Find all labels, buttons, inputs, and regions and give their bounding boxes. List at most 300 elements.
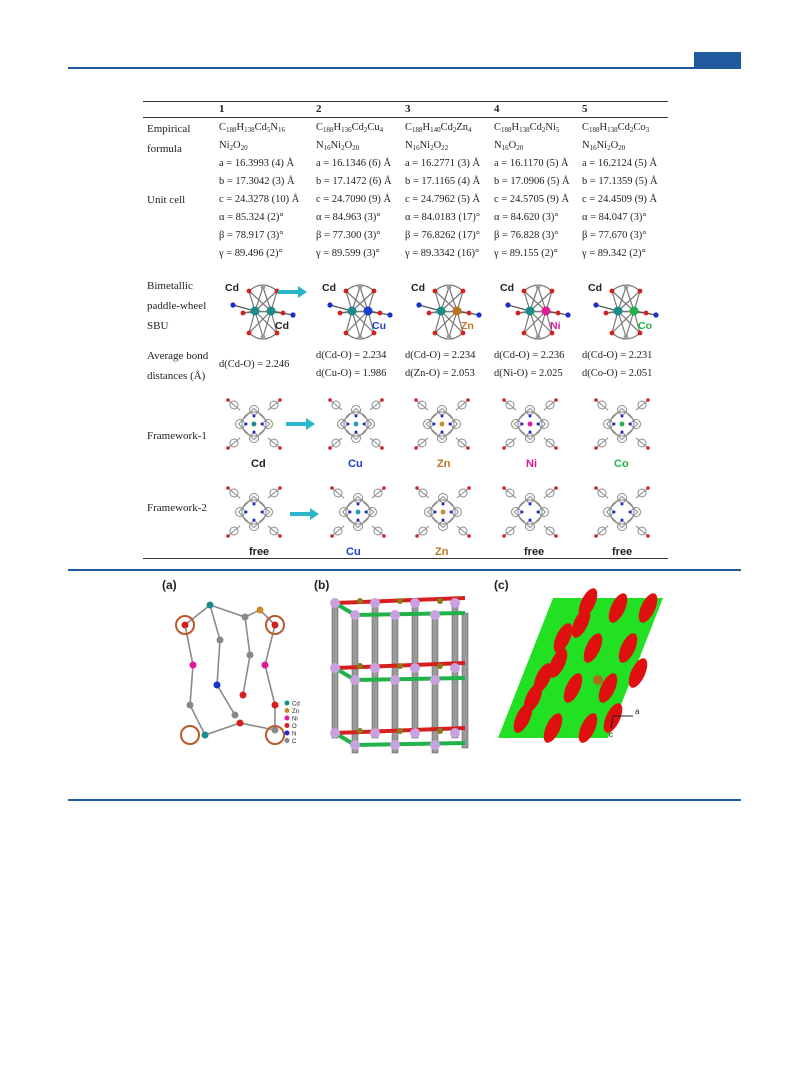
nitrogen-atom bbox=[613, 423, 616, 426]
unit-cell-value: α = 84.620 (3)° bbox=[494, 212, 559, 223]
pyrrole bbox=[366, 420, 375, 429]
carboxyl-oxygen bbox=[594, 446, 598, 450]
nitrogen-atom bbox=[434, 511, 437, 514]
carboxyl-oxygen bbox=[328, 446, 332, 450]
oxygen-atom bbox=[550, 289, 555, 294]
sbu-cage-image bbox=[498, 283, 578, 343]
nitrogen-atom bbox=[476, 312, 481, 317]
node-sphere bbox=[330, 728, 340, 738]
legend-label: Ni bbox=[292, 716, 298, 723]
row-label-framework2: Framework-2 bbox=[147, 502, 207, 514]
center-metal bbox=[441, 510, 446, 515]
pyrrole bbox=[236, 508, 245, 517]
axis-a-label: a bbox=[635, 707, 640, 716]
oxygen-atom bbox=[604, 311, 609, 316]
carbon-atom bbox=[447, 335, 452, 340]
nitrogen-atom bbox=[416, 302, 421, 307]
pyrrole bbox=[368, 508, 377, 517]
unit-cell-value: b = 17.3042 (3) Å bbox=[219, 176, 295, 187]
carboxyl-oxygen bbox=[554, 486, 558, 490]
pyrrole bbox=[236, 420, 245, 429]
pyrrole bbox=[354, 522, 363, 531]
oxygen-atom bbox=[338, 311, 343, 316]
carbon-atom bbox=[624, 285, 629, 290]
legend-label: Zn bbox=[292, 709, 300, 715]
carboxyl-oxygen bbox=[226, 398, 230, 402]
metal-sphere bbox=[357, 598, 363, 604]
pyrrole bbox=[439, 522, 448, 531]
layer-link bbox=[355, 743, 465, 745]
top-rule bbox=[68, 67, 741, 69]
framework2-metal-label: free bbox=[249, 546, 270, 558]
legend-swatch bbox=[285, 738, 290, 743]
porphyrin-image bbox=[320, 480, 396, 544]
nitrogen-atom bbox=[349, 511, 352, 514]
unit-cell-value: α = 84.047 (3)° bbox=[582, 212, 647, 223]
nitrogen-atom bbox=[441, 415, 444, 418]
formula-line: $N_{16}Ni_2O_{20}$ bbox=[582, 140, 626, 152]
nitrogen-atom bbox=[253, 415, 256, 418]
bond-value: d(Cd-O) = 2.246 bbox=[219, 359, 290, 370]
carboxyl-oxygen bbox=[554, 446, 558, 450]
atom bbox=[272, 622, 279, 629]
node-sphere bbox=[430, 675, 440, 685]
formula-line: $C_{188}H_{140}Cd_2Zn_4$ bbox=[405, 122, 472, 134]
oxygen-atom bbox=[522, 331, 527, 336]
axis-c-label: c bbox=[609, 730, 613, 739]
nitrogen-atom bbox=[253, 519, 256, 522]
center-metal bbox=[528, 422, 533, 427]
pyrrole bbox=[250, 522, 259, 531]
atom bbox=[237, 720, 244, 727]
nitrogen-atom bbox=[357, 519, 360, 522]
metal-atom bbox=[364, 307, 373, 316]
nitrogen-atom bbox=[355, 415, 358, 418]
center-metal bbox=[440, 422, 445, 427]
table-bottom-line bbox=[143, 558, 668, 559]
pyrrole bbox=[604, 420, 613, 429]
unit-cell-value: γ = 89.342 (2)° bbox=[582, 248, 646, 259]
sbu-cage-image bbox=[409, 283, 489, 343]
porphyrin-skeleton bbox=[596, 488, 648, 536]
nitrogen-atom bbox=[365, 511, 368, 514]
formula-line: $N_{16}O_{20}$ bbox=[494, 140, 524, 152]
legend-label: Cd bbox=[292, 701, 300, 708]
center-metal bbox=[620, 422, 625, 427]
node-sphere bbox=[370, 663, 380, 673]
pillared-network-image bbox=[325, 588, 475, 748]
porphyrin-image bbox=[492, 480, 568, 544]
oxygen-atom bbox=[344, 331, 349, 336]
pyrrole bbox=[632, 508, 641, 517]
center-metal bbox=[354, 422, 359, 427]
sbu-left-label: Cd bbox=[411, 282, 425, 294]
carboxyl-oxygen bbox=[466, 398, 470, 402]
nitrogen-atom bbox=[529, 415, 532, 418]
nitrogen-atom bbox=[537, 511, 540, 514]
bond-value: d(Cd-O) = 2.236 bbox=[494, 350, 565, 361]
pyrrole bbox=[526, 434, 535, 443]
panel-label-a: (a) bbox=[162, 578, 177, 592]
metal-sphere bbox=[437, 663, 443, 669]
pyrrole bbox=[424, 420, 433, 429]
unit-cell-value: β = 77.300 (3)° bbox=[316, 230, 381, 241]
carboxyl-oxygen bbox=[382, 534, 386, 538]
row-label-line: Empirical bbox=[147, 123, 191, 135]
row-label-sbu bbox=[147, 276, 206, 336]
node-sphere bbox=[430, 740, 440, 750]
oxygen-atom bbox=[556, 311, 561, 316]
pyrrole bbox=[632, 420, 641, 429]
cd-atom bbox=[526, 307, 535, 316]
ring bbox=[238, 496, 269, 527]
atom bbox=[190, 662, 197, 669]
row-label-line: SBU bbox=[147, 320, 169, 332]
nitrogen-atom bbox=[621, 503, 624, 506]
carbon-atom bbox=[624, 335, 629, 340]
carboxyl-oxygen bbox=[414, 446, 418, 450]
legend-label: N bbox=[292, 731, 297, 738]
porphyrin-image bbox=[318, 392, 394, 456]
pyrrole bbox=[352, 434, 361, 443]
carbon-atom bbox=[447, 285, 452, 290]
atom bbox=[182, 622, 189, 629]
nitrogen-atom bbox=[357, 503, 360, 506]
center-metal bbox=[356, 510, 361, 515]
nitrogen-atom bbox=[290, 312, 295, 317]
nitrogen-atom bbox=[442, 519, 445, 522]
pyrrole bbox=[453, 508, 462, 517]
formula-line: $C_{188}H_{138}Cd_2Ni_5$ bbox=[494, 122, 560, 134]
carboxyl-oxygen bbox=[646, 534, 650, 538]
carboxyl-oxygen bbox=[594, 534, 598, 538]
carboxyl-oxygen bbox=[278, 446, 282, 450]
pyrrole bbox=[338, 420, 347, 429]
oxygen-atom bbox=[427, 311, 432, 316]
carboxyl-oxygen bbox=[414, 398, 418, 402]
layer-link bbox=[355, 613, 465, 615]
sbu-left-label: Cd bbox=[322, 282, 336, 294]
formula-line: $N_{16}Ni_2O_{20}$ bbox=[316, 140, 360, 152]
carboxyl-oxygen bbox=[415, 486, 419, 490]
pyrrole bbox=[452, 420, 461, 429]
oxygen-atom bbox=[241, 311, 246, 316]
framework2-metal-label: Cu bbox=[346, 546, 361, 558]
row-label-empirical bbox=[147, 119, 190, 159]
header-tab bbox=[694, 52, 741, 68]
porphyrin-image bbox=[216, 392, 292, 456]
row-label-unit-cell: Unit cell bbox=[147, 194, 186, 206]
formula-line: $C_{188}H_{138}Cd_2Co_3$ bbox=[582, 122, 650, 134]
unit-cell-value: c = 24.7962 (5) Å bbox=[405, 194, 481, 205]
atom bbox=[272, 702, 279, 709]
pyrrole bbox=[439, 494, 448, 503]
nitrogen-atom bbox=[327, 302, 332, 307]
oxygen-atom bbox=[433, 331, 438, 336]
pyrrole bbox=[618, 494, 627, 503]
carboxyl-oxygen bbox=[646, 446, 650, 450]
oxygen-atom bbox=[638, 289, 643, 294]
carboxyl-oxygen bbox=[226, 534, 230, 538]
legend-swatch bbox=[285, 723, 290, 728]
carboxyl-oxygen bbox=[278, 486, 282, 490]
carboxyl-oxygen bbox=[502, 398, 506, 402]
atom bbox=[262, 662, 269, 669]
nitrogen-atom bbox=[442, 503, 445, 506]
nitrogen-atom bbox=[261, 511, 264, 514]
nitrogen-atom bbox=[565, 312, 570, 317]
pyrrole bbox=[526, 406, 535, 415]
unit-cell-value: a = 16.2771 (3) Å bbox=[405, 158, 481, 169]
node-sphere bbox=[350, 610, 360, 620]
node-sphere bbox=[450, 728, 460, 738]
pyrrole bbox=[354, 494, 363, 503]
node-sphere bbox=[330, 598, 340, 608]
node-sphere bbox=[370, 598, 380, 608]
nitrogen-atom bbox=[629, 511, 632, 514]
nitrogen-atom bbox=[261, 423, 264, 426]
metal-atom bbox=[630, 307, 639, 316]
table-top-line bbox=[143, 101, 668, 102]
ring bbox=[606, 496, 637, 527]
carboxyl-oxygen bbox=[646, 486, 650, 490]
nitrogen-atom bbox=[529, 519, 532, 522]
atom bbox=[217, 637, 224, 644]
formula-line: $N_{16}Ni_2O_{22}$ bbox=[405, 140, 449, 152]
unit-cell-value: b = 17.1472 (6) Å bbox=[316, 176, 392, 187]
bond-value: d(Cd-O) = 2.234 bbox=[316, 350, 387, 361]
node-sphere bbox=[390, 740, 400, 750]
legend-swatch bbox=[285, 701, 290, 706]
metal-sphere bbox=[397, 598, 403, 604]
carboxyl-oxygen bbox=[415, 534, 419, 538]
legend-swatch bbox=[285, 708, 290, 713]
arrow-shape bbox=[278, 286, 307, 298]
metal-sphere bbox=[357, 728, 363, 734]
carbon-atom bbox=[536, 285, 541, 290]
pyrrole bbox=[526, 522, 535, 531]
atom bbox=[187, 702, 194, 709]
unit-cell-value: γ = 89.599 (3)° bbox=[316, 248, 380, 259]
atom bbox=[207, 602, 214, 609]
pyrrole bbox=[425, 508, 434, 517]
row-label-bond bbox=[147, 346, 208, 386]
formula-line: $Ni_2O_{20}$ bbox=[219, 140, 248, 152]
transform-arrow bbox=[278, 286, 308, 298]
framework1-metal-label: Zn bbox=[437, 458, 451, 470]
porphyrin-skeleton bbox=[504, 488, 556, 536]
legend-swatch bbox=[285, 716, 290, 721]
pyrrole bbox=[352, 406, 361, 415]
unit-cell-value: γ = 89.496 (2)° bbox=[219, 248, 283, 259]
framework2-metal-label: Zn bbox=[435, 546, 449, 558]
framework-bonds bbox=[185, 605, 275, 735]
unit-cell-value: b = 17.1165 (4) Å bbox=[405, 176, 481, 187]
pyrrole bbox=[604, 508, 613, 517]
nitrogen-atom bbox=[629, 423, 632, 426]
carboxyl-oxygen bbox=[502, 446, 506, 450]
col-header: 1 bbox=[219, 103, 225, 115]
carboxyl-oxygen bbox=[467, 534, 471, 538]
unit-cell-value: α = 85.324 (2)° bbox=[219, 212, 284, 223]
space-filling-image bbox=[493, 588, 668, 748]
nitrogen-atom bbox=[521, 423, 524, 426]
metal-atom bbox=[542, 307, 551, 316]
bottom-rule bbox=[68, 799, 741, 801]
framework1-metal-label: Cd bbox=[251, 458, 266, 470]
atom bbox=[257, 607, 264, 614]
pyrrole bbox=[250, 406, 259, 415]
panel-label-c: (c) bbox=[494, 578, 509, 592]
oxygen-atom bbox=[461, 289, 466, 294]
row-label-line: distances (Å) bbox=[147, 370, 206, 382]
sbu-left-label: Cd bbox=[588, 282, 602, 294]
bond-value: d(Zn-O) = 2.053 bbox=[405, 368, 475, 379]
unit-cell-value: β = 76.8262 (17)° bbox=[405, 230, 480, 241]
oxygen-atom bbox=[522, 289, 527, 294]
bond-value: d(Cd-O) = 2.231 bbox=[582, 350, 653, 361]
pyrrole bbox=[264, 508, 273, 517]
oxygen-atom bbox=[281, 311, 286, 316]
pyrrole bbox=[512, 508, 521, 517]
pyrrole bbox=[618, 406, 627, 415]
unit-cell-value: α = 84.0183 (17)° bbox=[405, 212, 481, 223]
center-metal bbox=[252, 422, 257, 427]
carboxyl-oxygen bbox=[278, 534, 282, 538]
panel-label-b: (b) bbox=[314, 578, 330, 592]
pyrrole bbox=[618, 434, 627, 443]
sbu-left-label: Cd bbox=[225, 282, 239, 294]
framework2-metal-label: free bbox=[612, 546, 633, 558]
unit-cell-value: a = 16.1346 (6) Å bbox=[316, 158, 392, 169]
unit-cell-value: b = 17.1359 (5) Å bbox=[582, 176, 658, 187]
carbon-atom bbox=[536, 335, 541, 340]
node-sphere bbox=[350, 675, 360, 685]
sbu-right-label: Co bbox=[638, 320, 652, 332]
nitrogen-atom bbox=[230, 302, 235, 307]
unit-cell-value: β = 76.828 (3)° bbox=[494, 230, 559, 241]
sbu-left-label: Cd bbox=[500, 282, 514, 294]
nitrogen-atom bbox=[363, 423, 366, 426]
carboxyl-oxygen bbox=[226, 446, 230, 450]
oxygen-atom bbox=[247, 289, 252, 294]
nitrogen-atom bbox=[355, 431, 358, 434]
col-header: 3 bbox=[405, 103, 411, 115]
porphyrin-image bbox=[584, 392, 660, 456]
cd-atom bbox=[614, 307, 623, 316]
carboxyl-oxygen bbox=[646, 398, 650, 402]
transform-arrow bbox=[290, 508, 320, 520]
unit-cell-value: c = 24.7090 (9) Å bbox=[316, 194, 392, 205]
legend-swatch bbox=[285, 731, 290, 736]
node-sphere bbox=[410, 728, 420, 738]
sbu-right-label: Zn bbox=[461, 320, 474, 332]
pyrrole bbox=[250, 434, 259, 443]
nitrogen-atom bbox=[347, 423, 350, 426]
bond-value: d(Co-O) = 2.051 bbox=[582, 368, 653, 379]
porphyrin-image bbox=[405, 480, 481, 544]
oxygen-atom bbox=[610, 289, 615, 294]
unit-cell-value: γ = 89.3342 (16)° bbox=[405, 248, 480, 259]
node-sphere bbox=[410, 598, 420, 608]
pyrrole bbox=[438, 434, 447, 443]
oxygen-atom bbox=[372, 289, 377, 294]
unit-cell-value: β = 78.917 (3)° bbox=[219, 230, 284, 241]
sbu-right-label: Cu bbox=[372, 320, 386, 332]
atom bbox=[202, 732, 209, 739]
table-header-line bbox=[143, 117, 668, 118]
nitrogen-atom bbox=[621, 415, 624, 418]
nitrogen-atom bbox=[433, 423, 436, 426]
oxygen-atom bbox=[516, 311, 521, 316]
carboxyl-oxygen bbox=[330, 486, 334, 490]
carboxyl-oxygen bbox=[502, 534, 506, 538]
nitrogen-atom bbox=[253, 431, 256, 434]
bond-value: d(Ni-O) = 2.025 bbox=[494, 368, 563, 379]
atom bbox=[247, 652, 254, 659]
metal-center bbox=[593, 675, 603, 685]
carboxyl-oxygen bbox=[554, 534, 558, 538]
bond-value: d(Cd-O) = 2.234 bbox=[405, 350, 476, 361]
node-sphere bbox=[350, 740, 360, 750]
row-label-line: Bimetallic bbox=[147, 280, 193, 292]
porphyrin-skeleton bbox=[228, 488, 280, 536]
nitrogen-atom bbox=[245, 423, 248, 426]
paddlewheel-ring bbox=[181, 726, 199, 744]
legend-label: C bbox=[292, 739, 297, 745]
metal-sphere bbox=[437, 598, 443, 604]
oxygen-atom bbox=[644, 311, 649, 316]
oxygen-atom bbox=[467, 311, 472, 316]
atom-legend bbox=[284, 699, 324, 749]
row-label-framework1: Framework-1 bbox=[147, 430, 207, 442]
nitrogen-atom bbox=[245, 511, 248, 514]
cd-atom bbox=[348, 307, 357, 316]
metal-atom bbox=[453, 307, 462, 316]
metal-sphere bbox=[437, 728, 443, 734]
pyrrole bbox=[340, 508, 349, 517]
sbu-right-label: Ni bbox=[550, 320, 561, 332]
carboxyl-oxygen bbox=[278, 398, 282, 402]
bond-network bbox=[185, 605, 275, 735]
carbon-atom bbox=[261, 335, 266, 340]
framework2-metal-label: free bbox=[524, 546, 545, 558]
arrow-shape bbox=[290, 508, 319, 520]
row-label-line: formula bbox=[147, 143, 182, 155]
nitrogen-atom bbox=[505, 302, 510, 307]
pyrrole bbox=[540, 420, 549, 429]
carboxyl-oxygen bbox=[380, 398, 384, 402]
nitrogen-atom bbox=[529, 503, 532, 506]
col-header: 5 bbox=[582, 103, 588, 115]
row-label-line: paddle-wheel bbox=[147, 300, 207, 312]
carboxyl-oxygen bbox=[554, 398, 558, 402]
nitrogen-atom bbox=[653, 312, 658, 317]
node-sphere bbox=[450, 598, 460, 608]
nitrogen-atom bbox=[521, 511, 524, 514]
carboxyl-oxygen bbox=[467, 486, 471, 490]
porphyrin-image bbox=[404, 392, 480, 456]
framework1-metal-label: Co bbox=[614, 458, 629, 470]
atom bbox=[272, 727, 279, 734]
nitrogen-atom bbox=[529, 431, 532, 434]
nitrogen-atom bbox=[537, 423, 540, 426]
unit-cell-value: c = 24.4509 (9) Å bbox=[582, 194, 658, 205]
carboxyl-oxygen bbox=[502, 486, 506, 490]
nitrogen-atom bbox=[441, 431, 444, 434]
nitrogen-atom bbox=[621, 519, 624, 522]
nitrogen-atom bbox=[621, 431, 624, 434]
